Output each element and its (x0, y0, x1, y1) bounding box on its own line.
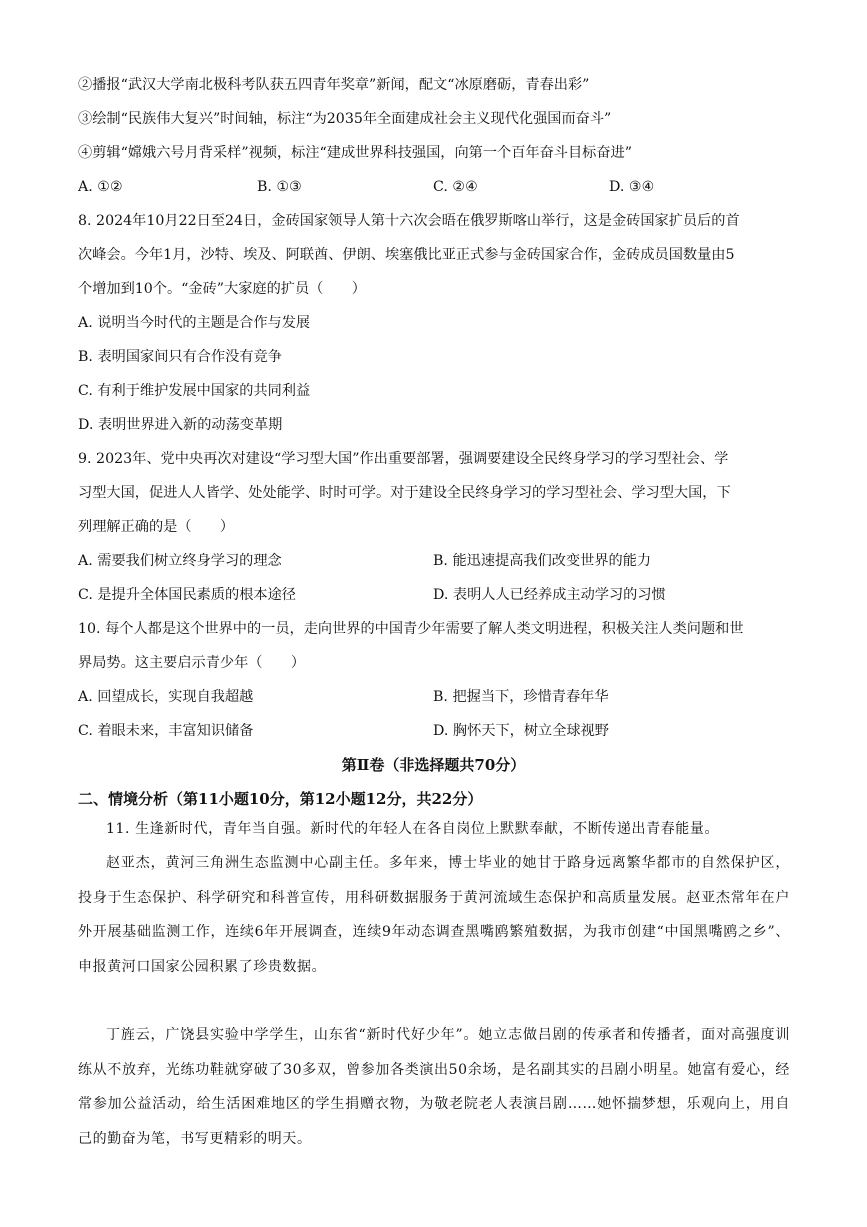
q9-stem-line-3: 列理解正确的是（ ） (78, 519, 235, 535)
q8-option-b: B. 表明国家间只有合作没有竞争 (78, 349, 282, 365)
q7-item-2: ②播报“武汉大学南北极科考队获五四青年奖章”新闻，配文“冰原磨砺，青春出彩” (78, 77, 590, 93)
q7-item-4: ④剪辑“嫦娥六号月背采样”视频，标注“建成世界科技强国，向第一个百年奋斗目标奋进” (78, 145, 632, 161)
q10-option-c: C. 着眼未来，丰富知识储备 (78, 723, 254, 739)
q10-stem-line-2: 界局势。这主要启示青少年（ ） (78, 655, 306, 671)
q8-option-a: A. 说明当今时代的主题是合作与发展 (78, 315, 311, 331)
q11-intro: 11. 生逢新时代，青年当自强。新时代的年轻人在各自岗位上默默奉献，不断传递出青春能量。 (106, 821, 720, 837)
q9-option-c: C. 是提升全体国民素质的根本途径 (78, 587, 296, 603)
q10-stem-line-1: 10. 每个人都是这个世界中的一员，走向世界的中国青少年需要了解人类文明进程，积极关注人类问题和世 (78, 621, 744, 637)
part-title: 二、情境分析（第11小题10分，第12小题12分，共22分） (78, 790, 483, 808)
q7-option-d: D. ③④ (609, 179, 655, 195)
q10-option-a: A. 回望成长，实现自我超越 (78, 689, 254, 705)
q10-option-d: D. 胸怀天下，树立全球视野 (433, 723, 609, 739)
q8-stem-line-3: 个增加到10个。“金砖”大家庭的扩员（ ） (78, 281, 366, 297)
q9-option-a: A. 需要我们树立终身学习的理念 (78, 553, 282, 569)
q9-stem-line-1: 9. 2023年、党中央再次对建设“学习型大国”作出重要部署，强调要建设全民终身学习的学习型社会、学 (78, 451, 729, 467)
q8-option-c: C. 有利于维护发展中国家的共同利益 (78, 383, 311, 399)
q10-option-b: B. 把握当下，珍惜青春年华 (433, 689, 609, 705)
q7-item-3: ③绘制“民族伟大复兴”时间轴，标注“为2035年全面建成社会主义现代化强国而奋斗” (78, 111, 612, 127)
q8-stem-line-1: 8. 2024年10月22日至24日，金砖国家领导人第十六次会晤在俄罗斯喀山举行，这是金砖国家扩员后的首 (78, 213, 740, 229)
q11-paragraph-1: 赵亚杰，黄河三角洲生态监测中心副主任。多年来，博士毕业的她甘于路身远离繁华都市的自然保护区，投身于生态保护、科学研究和科普宣传，用科研数据服务于黄河流域生态保护和高质量发展。赵亚杰常年在户外开展基础监测工作，连续6年开展调查，连续9年动态调查黑嘴鸥繁殖数据，为我市创建“中国黑嘴鸥之乡”、申报黄河口国家公园积累了珍贵数据。 (78, 855, 790, 975)
q9-option-d: D. 表明人人已经养成主动学习的习惯 (433, 587, 666, 603)
q11-paragraph-2: 丁旌云，广饶县实验中学学生，山东省“新时代好少年”。她立志做吕剧的传承者和传播者，面对高强度训练从不放弃，光练功鞋就穿破了30多双，曾参加各类演出50余场，是名副其实的吕剧小明星。她富有爱心，经常参加公益活动，给生活困难地区的学生捐赠衣物，为敬老院老人表演吕剧……她怀揣梦想，乐观向上，用自己的勤奋为笔，书写更精彩的明天。 (78, 1027, 790, 1147)
q9-option-b: B. 能迅速提高我们改变世界的能力 (433, 553, 652, 569)
q9-stem-line-2: 习型大国，促进人人皆学、处处能学、时时可学。对于建设全民终身学习的学习型社会、学习型大国，下 (78, 485, 731, 501)
section-title: 第Ⅱ卷（非选择题共70分） (341, 756, 526, 774)
q8-stem-line-2: 次峰会。今年1月，沙特、埃及、阿联酋、伊朗、埃塞俄比亚正式参与金砖国家合作，金砖成员国数量由5 (78, 247, 735, 263)
q7-option-b: B. ①③ (257, 179, 302, 195)
q8-option-d: D. 表明世界进入新的动荡变革期 (78, 417, 283, 433)
q7-option-c: C. ②④ (433, 179, 478, 195)
q7-option-a: A. ①② (78, 179, 123, 195)
